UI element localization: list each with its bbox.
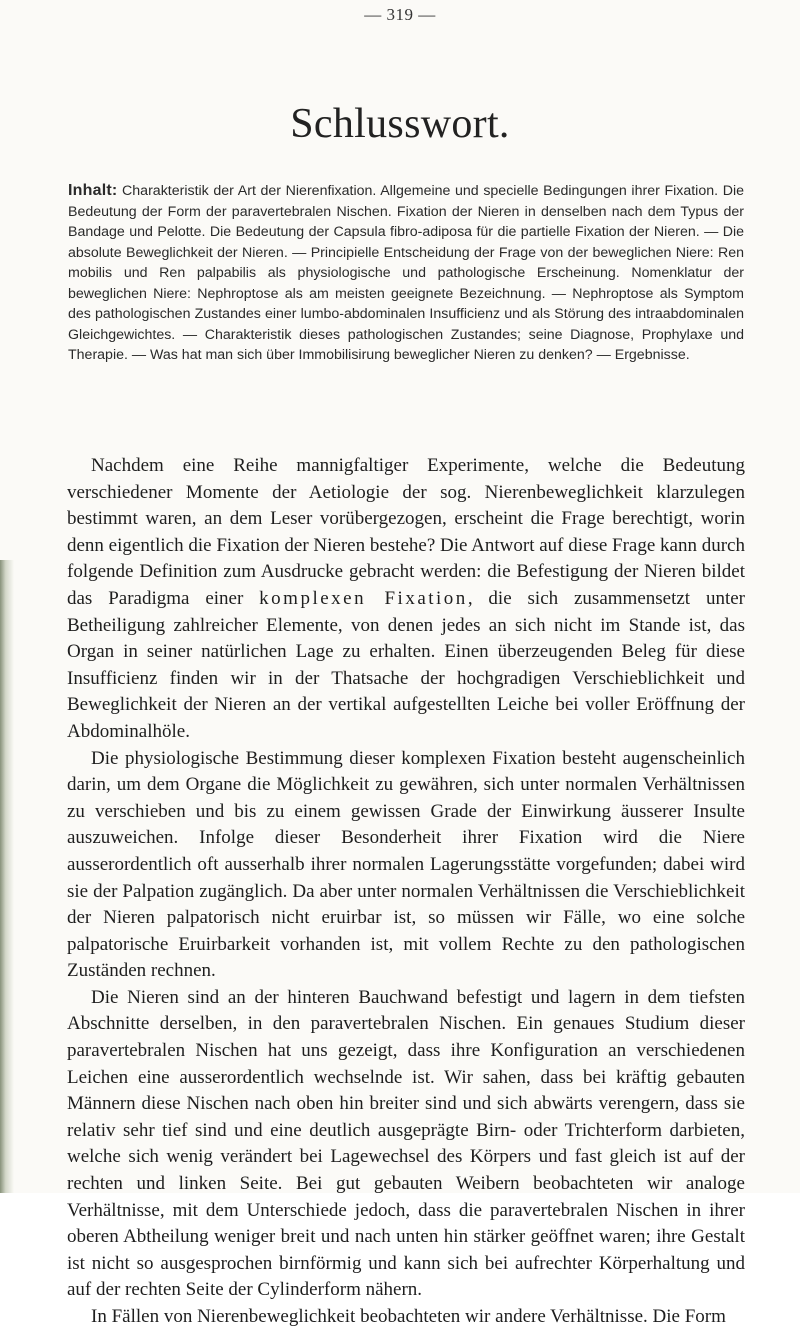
paragraph-3: Die Nieren sind an der hinteren Bauchwand befestigt und lagern in dem tiefsten Abschnitte derselben, in den paravertebralen Nischen. Ein genaues Studium dieser paravertebralen Nischen hat uns gezeigt, dass ihre Konfiguration an verschiedenen Leichen eine ausserordentlich wechselnde ist. Wir sahen, dass bei kräftig gebauten Männern diese Nischen nach oben hin breiter sind und sich abwärts verengern, dass sie relativ sehr tief sind und eine deutlich ausgeprägte Birn- oder Trichterform darbieten, welche sich wenig verändert bei Lagewechsel des Körpers und fast gleich ist auf der rechten und linken Seite. Bei gut gebauten Weibern beobachteten wir analoge Verhältnisse, mit dem Unterschiede jedoch, dass die paravertebralen Nischen in ihrer oberen Abtheilung weniger breit und nach unten hin stärker geöffnet waren; ihre Gestalt ist nicht so ausgesprochen birnförmig und kann sich bei aufrechter Körperhaltung und auf der rechten Seite der Cylinderform nähern. [67, 986, 745, 1301]
paragraph-2: Die physiologische Bestimmung dieser komplexen Fixation besteht augenscheinlich darin, um dem Organe die Möglichkeit zu gewähren, sich unter normalen Verhältnissen zu verschieben und bis zu einem gewissen Grade der Einwirkung äusserer Insulte auszuweichen. Infolge dieser Besonderheit ihrer Fixation wird die Niere ausserordentlich oft ausserhalb ihrer normalen Lagerungsstätte vorgefunden; dabei wird sie der Palpation zugänglich. Da aber unter normalen Verhältnissen die Verschieblichkeit der Nieren palpatorisch nicht eruirbar ist, so müssen wir Fälle, wo eine solche palpatorische Eruirbarkeit vorhanden ist, mit vollem Rechte zu den pathologischen Zuständen rechnen. [67, 747, 745, 982]
paragraph-1 [67, 453, 745, 746]
emphasized-term: komplexen Fixation [259, 587, 468, 609]
main-text [67, 453, 745, 1331]
chapter-contents-summary [68, 181, 744, 366]
paragraph-1-end: , die sich zusammensetzt unter Betheiligung zahlreicher Elemente, von denen jedes an sich nicht im Stande ist, das Organ in seiner natürlichen Lage zu erhalten. Einen überzeugenden Beleg für diese Insufficienz finden wir in der Thatsache der hochgradigen Verschieblichkeit und Beweglichkeit der Nieren an der vertikal aufgestellten Leiche bei voller Eröffnung der Abdominalhöle. [67, 587, 745, 742]
paragraph-1-start: Nachdem eine Reihe mannigfaltiger Experimente, welche die Bedeutung verschiedener Momente der Aetiologie der sog. Nierenbeweglichkeit klarzulegen bestimmt waren, an dem Leser vorübergezogen, erscheint die Frage berechtigt, worin denn eigentlich die Fixation der Nieren bestehe? Die Antwort auf diese Frage kann durch folgende Definition zum Ausdrucke gebracht werden: die Befestigung der Nieren bildet das Paradigma einer [67, 455, 745, 609]
paragraph-4: In Fällen von Nierenbeweglichkeit beobachteten wir andere Verhältnisse. Die Form [91, 1306, 726, 1327]
page-edge-shadow [0, 560, 14, 1193]
contents-text: Charakteristik der Art der Nierenfixation. Allgemeine und specielle Bedingungen ihrer Fixation. Die Bedeutung der Form der paravertebralen Nischen. Fixation der Nieren in denselben nach dem Typus der Bandage und Pelotte. Die Bedeutung der Capsula fibro-adiposa für die partielle Fixation der Nieren. — Die absolute Beweglichkeit der Nieren. — Principielle Entscheidung der Frage von der beweglichen Niere: Ren mobilis und Ren palpabilis als physiologische und pathologische Erscheinung. Nomenklatur der beweglichen Niere: Nephroptose als am meisten geeignete Bezeichnung. — Nephroptose als Symptom des pathologischen Zustandes einer lumbo-abdominalen Insufficienz und als Störung des intraabdominalen Gleichgewichtes. — Charakteristik dieses pathologischen Zustandes; seine Diagnose, Prophylaxe und Therapie. — Was hat man sich über Immobilisirung beweglicher Nieren zu denken? — Ergebnisse. [68, 183, 744, 363]
chapter-title: Schlusswort. [290, 101, 510, 147]
contents-label: Inhalt: [68, 182, 118, 199]
page-number: — 319 — [364, 5, 436, 24]
